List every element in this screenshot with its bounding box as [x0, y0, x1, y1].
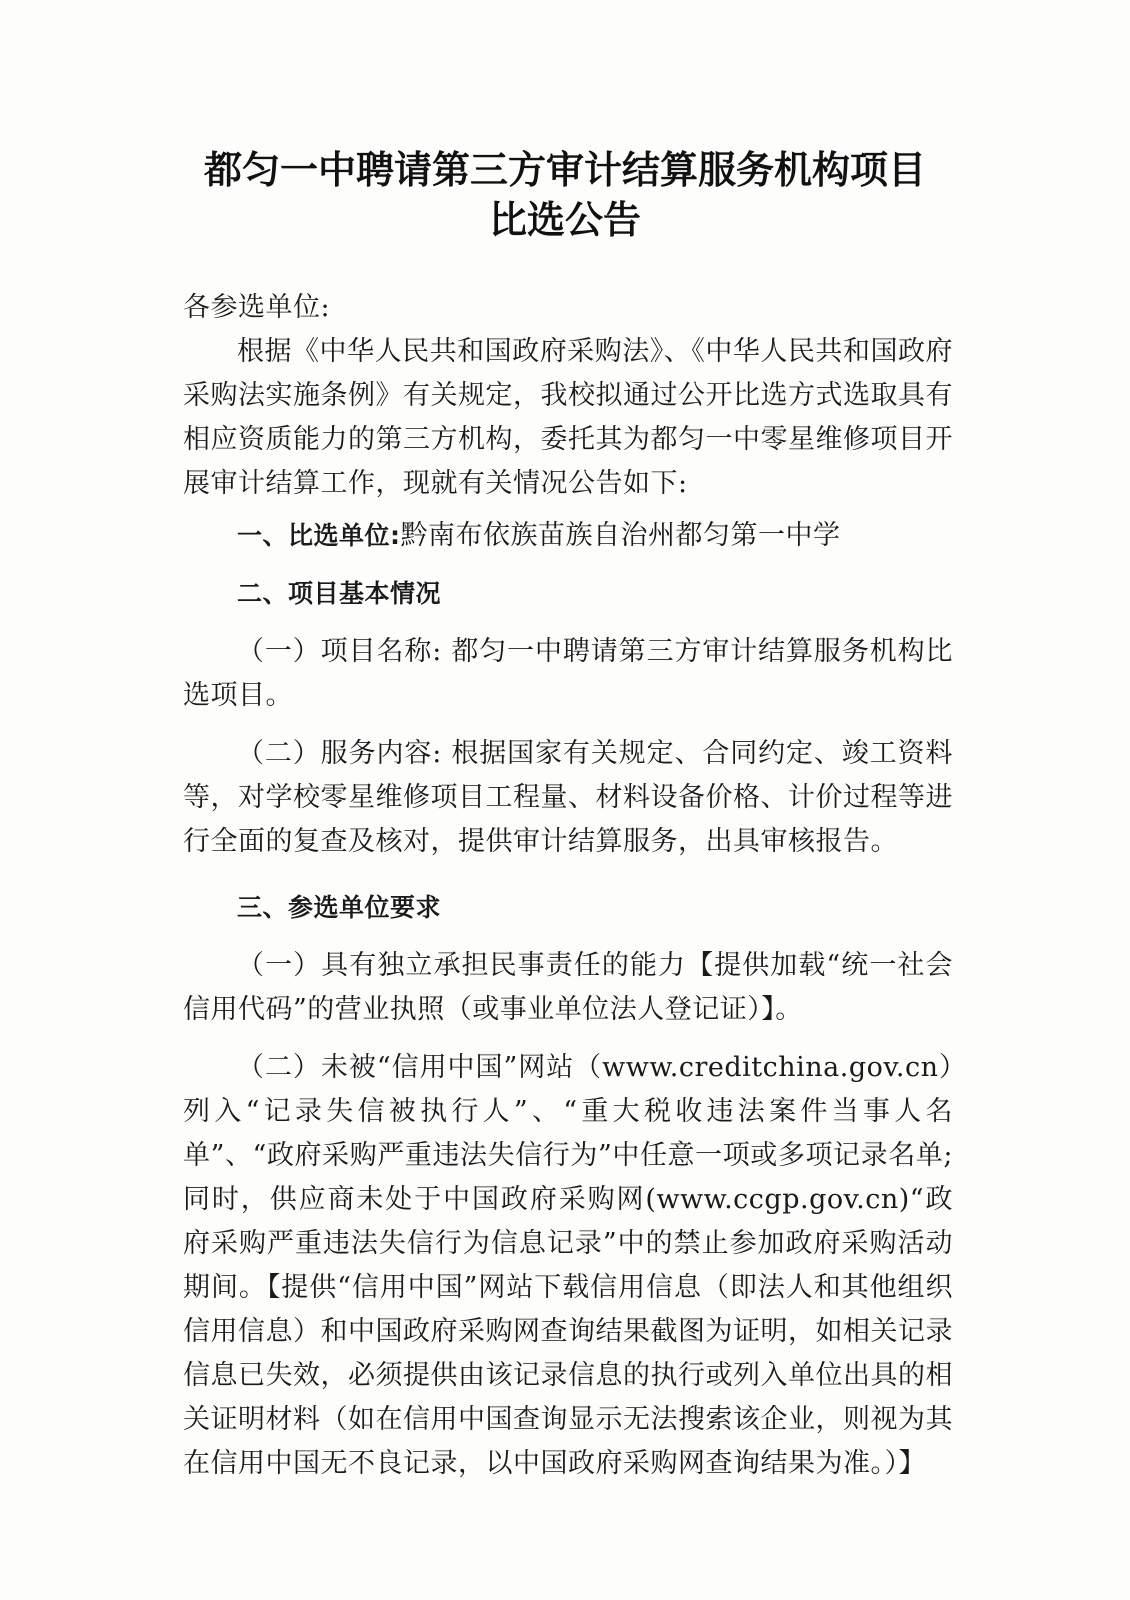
section2-item2: （二）服务内容: 根据国家有关规定、合同约定、竣工资料等，对学校零星维修项目工程量、材料设备价格、计价过程等进行全面的复查及核对，提供审计结算服务，出具审核报告。 — [183, 738, 953, 857]
document-title-line1: 都匀一中聘请第三方审计结算服务机构项目 — [203, 148, 926, 192]
intro-paragraph: 根据《中华人民共和国政府采购法》、《中华人民共和国政府采购法实施条例》有关规定，我校拟通过公开比选方式选取具有相应资质能力的第三方机构，委托其为都匀一中零星维修项目开展审计结算工作，现就有关情况公告如下: — [183, 336, 953, 499]
document-title-line2: 比选公告 — [488, 198, 641, 242]
section3-item1: （一）具有独立承担民事责任的能力【提供加载“统一社会信用代码”的营业执照（或事业单位法人登记证）】。 — [183, 950, 953, 1025]
section1-text: 黔南布依族苗族自治州都匀第一中学 — [400, 520, 841, 551]
document-body — [183, 286, 953, 1486]
section1-paragraph — [183, 514, 953, 558]
section2-heading: 二、项目基本情况 — [237, 579, 442, 608]
section3-item2: （二）未被“信用中国”网站（www.creditchina.gov.cn）列入“记录失信被执行人”、“重大税收违法案件当事人名单”、“政府采购严重违法失信行为”中任意一项或多项记录名单; 同时，供应商未处于中国政府采购网(www.ccgp.gov.cn)“政府采购严重违法失信行为信息记录”中的禁止参加政府采购活动期间。【提供“信用中国”网站下载信用信息（即法人和其他组织信用信息）和中国政府采购网查询结果截图为证明，如相关记录信息已失效，必须提供由该记录信息的执行或列入单位出具的相关证明材料（如在信用中国查询显示无法搜索该企业，则视为其在信用中国无不良记录，以中国政府采购网查询结果为准。）】 — [183, 1052, 953, 1479]
salutation: 各参选单位: — [183, 292, 331, 323]
section1-heading: 一、比选单位: — [237, 521, 401, 550]
section3-heading: 三、参选单位要求 — [237, 893, 442, 922]
section2-item1: （一）项目名称: 都匀一中聘请第三方审计结算服务机构比选项目。 — [183, 636, 953, 711]
